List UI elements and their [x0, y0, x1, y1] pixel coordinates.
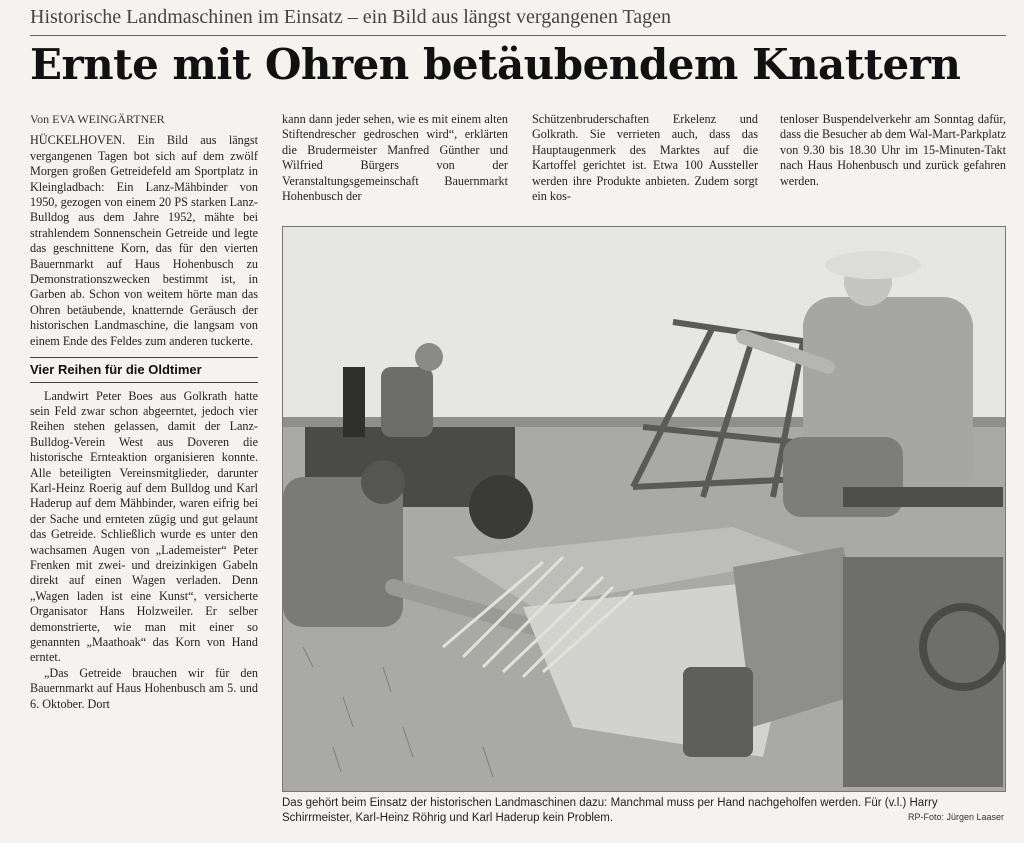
paragraph-2: Landwirt Peter Boes aus Golkrath hatte sein Feld zwar schon abgeerntet, jedoch vier Reihen stehen gelassen, damit der Lanz-Bulldog-Verein West aus Doveren die historische Ernteaktion organisieren konnte. Alle beteiligten Vereinsmitglieder, darunter Karl-Heinz Roerig auf dem Bulldog und Karl Haderup auf dem Mähbinder, waren eifrig bei der Sache und ernteten zügig und gut gelaunt das Getreide. Schließlich wurde es unter den wachsamen Augen von „Lademeister“ Peter Frenken mit zwei- und dreizinkigen Gabeln direkt auf einen Wagen verladen. Denn „Wagen laden ist eine Kunst“, versicherte Organisator Hans Holzweiler. Er selber demonstrierte, wie man mit einer so genannten „Maathoak“ das Korn von Hand erntet.: [30, 388, 258, 665]
column-4: [780, 112, 1006, 189]
photo-caption: Das gehört beim Einsatz der historischen Landmaschinen dazu: Manchmal muss per Hand nachgeholfen werden. Für (v.l.) Harry Schirrmeister, Karl-Heinz Röhrig und Karl Haderup kein Problem.: [282, 797, 938, 824]
headline: Ernte mit Ohren betäubendem Knattern: [30, 40, 961, 89]
paragraph-1: HÜCKELHOVEN. Ein Bild aus längst vergangenen Tagen bot sich auf dem zwölf Morgen großen Getreidefeld am Sportplatz in Kleingladbach: Ein Lanz-Mähbinder von 1950, gezogen von einem 20 PS starken Lanz-Bulldog aus dem Jahre 1952, mähte bei strahlendem Sonnenschein Getreide und legte das geschnittene Korn, das für den vierten Bauernmarkt auf Haus Hohenbusch zu Demonstrationszwecken bestimmt ist, in Garben ab. Schon von weitem hörte man das Ohren betäubende, knatternde Geräusch der historischen Landmaschine, die langsam von einem Ende des Feldes zum anderen tuckerte.: [30, 133, 258, 348]
kicker: Historische Landmaschinen im Einsatz – ein Bild aus längst vergangenen Tagen: [30, 6, 672, 28]
column-3: [532, 112, 758, 204]
subheading: Vier Reihen für die Oldtimer: [30, 357, 258, 382]
column-2-text: kann dann jeder sehen, wie es mit einem alten Stiftendrescher gedroschen wird“, erklärten die Brudermeister Manfred Günther und Wilfried Bürgers von der Veranstaltungsgemeinschaft Bauernmarkt Hohenbusch der: [282, 112, 508, 204]
column-1: [30, 112, 258, 712]
harvest-photo: [282, 226, 1006, 792]
photo-credit: RP-Foto: Jürgen Laaser: [907, 812, 1004, 822]
top-rule: [30, 35, 1006, 36]
paragraph-3: „Das Getreide brauchen wir für den Bauernmarkt auf Haus Hohenbusch am 5. und 6. Oktober. Dort: [30, 665, 258, 711]
harvest-photo-illustration: [283, 227, 1005, 791]
column-2: [282, 112, 508, 204]
column-3-text: Schützenbruderschaften Erkelenz und Golkrath. Sie verrieten auch, dass das Hauptaugenmerk des Marktes auf die Kartoffel gerichtet ist. Etwa 100 Aussteller werden ihre Produkte anbieten. Zudem sorgt ein kos-: [532, 112, 758, 204]
byline: Von EVA WEINGÄRTNER: [30, 112, 165, 126]
column-4-text: tenloser Buspendelverkehr am Sonntag dafür, dass die Besucher ab dem Wal-Mart-Parkplatz von 9.30 bis 18.30 Uhr im 15-Minuten-Takt nach Haus Hohenbusch und zurück gefahren werden.: [780, 112, 1006, 188]
